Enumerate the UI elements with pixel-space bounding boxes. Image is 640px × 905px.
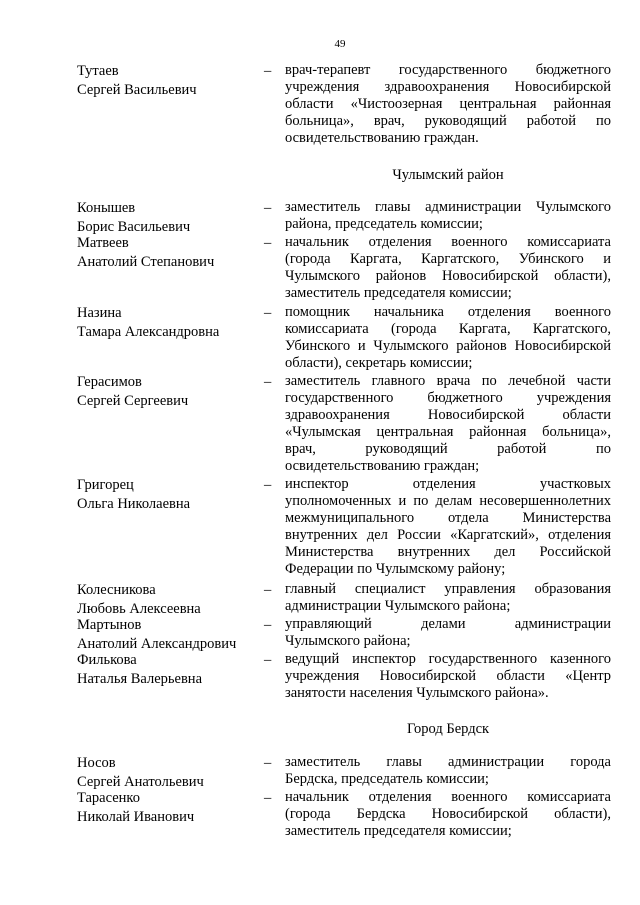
position-line: управляющий делами администрации (285, 616, 611, 632)
member-surname: Григорец (77, 477, 134, 493)
position-line: помощник начальника отделения военного (285, 304, 611, 320)
member-surname: Мартынов (77, 617, 142, 633)
dash-separator: – (264, 374, 272, 390)
position-line: области), секретарь комиссии; (285, 355, 473, 371)
position-line: Министерства внутренних дел Российской (285, 544, 611, 560)
position-line: больница», врач, руководящий работой по (285, 113, 611, 129)
member-position (285, 581, 611, 615)
member-name (77, 581, 262, 619)
member-position (285, 476, 611, 578)
position-line: главный специалист управления образования (285, 581, 611, 597)
member-name (77, 616, 262, 654)
position-line: Бердска, председатель комиссии; (285, 771, 489, 787)
dash-separator: – (264, 755, 272, 771)
position-line: «Чулымская центральная районная больница», (285, 424, 611, 440)
member-given-names: Борис Васильевич (77, 219, 191, 235)
position-line: заместитель главы администрации Чулымского (285, 199, 611, 215)
position-line: освидетельствованию граждан; (285, 458, 480, 474)
member-position (285, 62, 611, 147)
position-line: врач, руководящий работой по (285, 441, 611, 457)
member-position (285, 304, 611, 372)
position-line: учреждения Новосибирской области «Центр (285, 668, 611, 684)
member-given-names: Сергей Анатольевич (77, 774, 204, 790)
page-number: 49 (334, 38, 346, 50)
dash-separator: – (264, 235, 272, 251)
position-line: Федерации по Чулымскому району; (285, 561, 506, 577)
member-surname: Назина (77, 305, 122, 321)
position-line: (города Каргата, Каргатского, Убинского и (285, 251, 611, 267)
member-surname: Колесникова (77, 582, 156, 598)
dash-separator: – (264, 477, 272, 493)
position-line: начальник отделения военного комиссариата (285, 234, 611, 250)
member-surname: Тутаев (77, 63, 119, 79)
position-line: Чулымского районов Новосибирской области), (285, 268, 611, 284)
position-line: Чулымского района; (285, 633, 411, 649)
member-name (77, 304, 262, 342)
section-heading-berdsk: Город Бердск (406, 721, 490, 737)
member-position (285, 651, 611, 702)
position-line: Убинского и Чулымского районов Новосибирской (285, 338, 611, 354)
member-surname: Матвеев (77, 235, 129, 251)
dash-separator: – (264, 200, 272, 216)
position-line: здравоохранения Новосибирской области (285, 407, 611, 423)
position-line: занятости населения Чулымского района». (285, 685, 549, 701)
dash-separator: – (264, 63, 272, 79)
position-line: уполномоченных и по делам несовершеннолетних (285, 493, 611, 509)
position-line: заместитель председателя комиссии; (285, 823, 512, 839)
member-surname: Тарасенко (77, 790, 140, 806)
section-heading-chulym: Чулымский район (392, 167, 504, 183)
member-position (285, 373, 611, 475)
position-line: ведущий инспектор государственного казенного (285, 651, 611, 667)
member-given-names: Любовь Алексеевна (77, 601, 201, 617)
position-line: области «Чистоозерная центральная районная (285, 96, 611, 112)
member-given-names: Анатолий Александрович (77, 636, 237, 652)
position-line: заместитель председателя комиссии; (285, 285, 512, 301)
dash-separator: – (264, 617, 272, 633)
member-given-names: Николай Иванович (77, 809, 195, 825)
member-position (285, 616, 611, 650)
member-surname: Конышев (77, 200, 136, 216)
position-line: государственного бюджетного учреждения (285, 390, 611, 406)
position-line: заместитель главного врача по лечебной части (285, 373, 611, 389)
member-name (77, 476, 262, 514)
member-name (77, 62, 262, 100)
member-given-names: Ольга Николаевна (77, 496, 191, 512)
member-position (285, 234, 611, 302)
member-given-names: Сергей Сергеевич (77, 393, 189, 409)
member-given-names: Тамара Александровна (77, 324, 220, 340)
member-given-names: Анатолий Степанович (77, 254, 215, 270)
position-line: инспектор отделения участковых (285, 476, 611, 492)
member-name (77, 234, 262, 272)
position-line: комиссариата (города Каргата, Каргатского, (285, 321, 611, 337)
member-name (77, 754, 262, 792)
member-name (77, 789, 262, 827)
dash-separator: – (264, 790, 272, 806)
member-name (77, 373, 262, 411)
member-surname: Филькова (77, 652, 137, 668)
position-line: начальник отделения военного комиссариата (285, 789, 611, 805)
position-line: заместитель главы администрации города (285, 754, 611, 770)
member-surname: Носов (77, 755, 116, 771)
dash-separator: – (264, 305, 272, 321)
member-given-names: Сергей Васильевич (77, 82, 197, 98)
member-position (285, 789, 611, 840)
position-line: врач-терапевт государственного бюджетного (285, 62, 611, 78)
position-line: межмуниципального отдела Министерства (285, 510, 611, 526)
dash-separator: – (264, 582, 272, 598)
member-name (77, 199, 262, 237)
position-line: района, председатель комиссии; (285, 216, 483, 232)
member-position (285, 754, 611, 788)
position-line: внутренних дел России «Каргатский», отделения (285, 527, 611, 543)
dash-separator: – (264, 652, 272, 668)
member-position (285, 199, 611, 233)
position-line: освидетельствованию граждан. (285, 130, 479, 146)
member-surname: Герасимов (77, 374, 142, 390)
position-line: (города Бердска Новосибирской области), (285, 806, 611, 822)
member-name (77, 651, 262, 689)
position-line: учреждения здравоохранения Новосибирской (285, 79, 611, 95)
member-given-names: Наталья Валерьевна (77, 671, 202, 687)
position-line: администрации Чулымского района; (285, 598, 511, 614)
